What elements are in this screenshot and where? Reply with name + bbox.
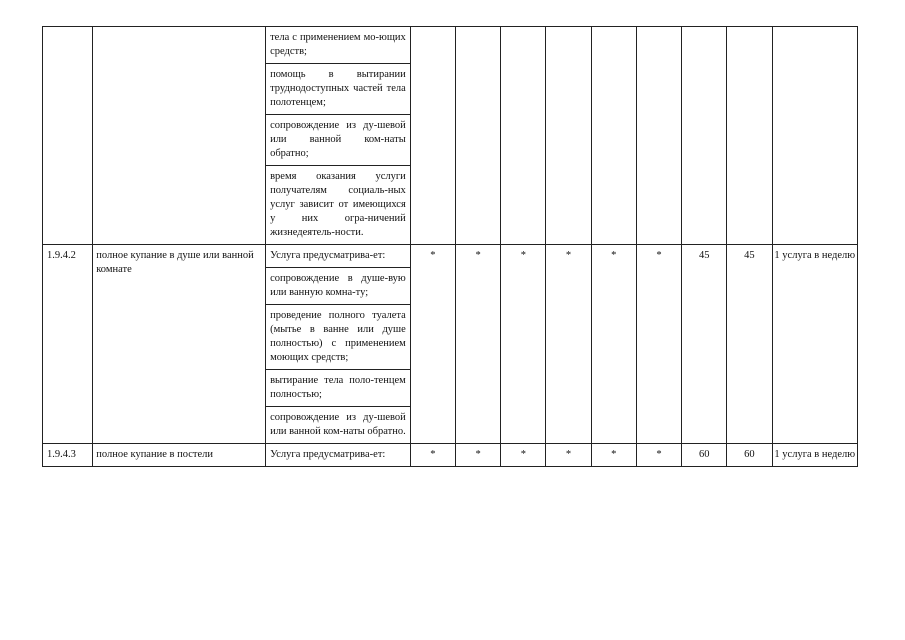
service-code: 1.9.4.2 bbox=[43, 245, 93, 444]
availability-mark: * bbox=[636, 245, 681, 444]
availability-mark: * bbox=[591, 245, 636, 444]
description-item: вытирание тела поло-тенцем полностью; bbox=[266, 369, 410, 406]
table-row bbox=[43, 245, 858, 444]
time-norm-2 bbox=[727, 27, 772, 245]
service-name bbox=[93, 27, 266, 245]
service-frequency: 1 услуга в неделю bbox=[772, 444, 857, 467]
service-frequency bbox=[772, 27, 857, 245]
availability-mark bbox=[636, 27, 681, 245]
time-norm-1: 45 bbox=[682, 245, 727, 444]
availability-mark: * bbox=[636, 444, 681, 467]
service-description bbox=[266, 27, 411, 245]
description-item: время оказания услуги получателям социаль-ных услуг зависит от имеющихся у них огра-ничений жизнедеятель-ности. bbox=[266, 165, 410, 244]
availability-mark bbox=[410, 27, 455, 245]
description-item: сопровождение из ду-шевой или ванной ком-наты обратно; bbox=[266, 114, 410, 165]
services-table bbox=[42, 26, 858, 467]
service-name: полное купание в постели bbox=[93, 444, 266, 467]
description-item: помощь в вытирании труднодоступных частей тела полотенцем; bbox=[266, 63, 410, 114]
service-description bbox=[266, 245, 411, 444]
service-frequency: 1 услуга в неделю bbox=[772, 245, 857, 444]
availability-mark: * bbox=[546, 444, 591, 467]
service-code bbox=[43, 27, 93, 245]
description-item: сопровождение в душе-вую или ванную комна-ту; bbox=[266, 267, 410, 304]
availability-mark: * bbox=[546, 245, 591, 444]
time-norm-1: 60 bbox=[682, 444, 727, 467]
availability-mark: * bbox=[501, 444, 546, 467]
description-item: сопровождение из ду-шевой или ванной ком-наты обратно. bbox=[266, 406, 410, 443]
availability-mark: * bbox=[456, 444, 501, 467]
availability-mark: * bbox=[456, 245, 501, 444]
availability-mark bbox=[591, 27, 636, 245]
service-description bbox=[266, 444, 411, 467]
description-item: Услуга предусматрива-ет: bbox=[270, 449, 386, 460]
availability-mark bbox=[456, 27, 501, 245]
availability-mark bbox=[501, 27, 546, 245]
time-norm-2: 60 bbox=[727, 444, 772, 467]
table-row bbox=[43, 27, 858, 245]
description-item: тела с применением мо-ющих средств; bbox=[270, 32, 406, 57]
availability-mark: * bbox=[501, 245, 546, 444]
time-norm-2: 45 bbox=[727, 245, 772, 444]
description-item: Услуга предусматрива-ет: bbox=[270, 250, 386, 261]
description-item: проведение полного туалета (мытье в ванне или душе полностью) с применением моющих средств; bbox=[266, 304, 410, 369]
table-row bbox=[43, 444, 858, 467]
time-norm-1 bbox=[682, 27, 727, 245]
availability-mark bbox=[546, 27, 591, 245]
availability-mark: * bbox=[591, 444, 636, 467]
availability-mark: * bbox=[410, 245, 455, 444]
service-code: 1.9.4.3 bbox=[43, 444, 93, 467]
availability-mark: * bbox=[410, 444, 455, 467]
service-name: полное купание в душе или ванной комнате bbox=[93, 245, 266, 444]
